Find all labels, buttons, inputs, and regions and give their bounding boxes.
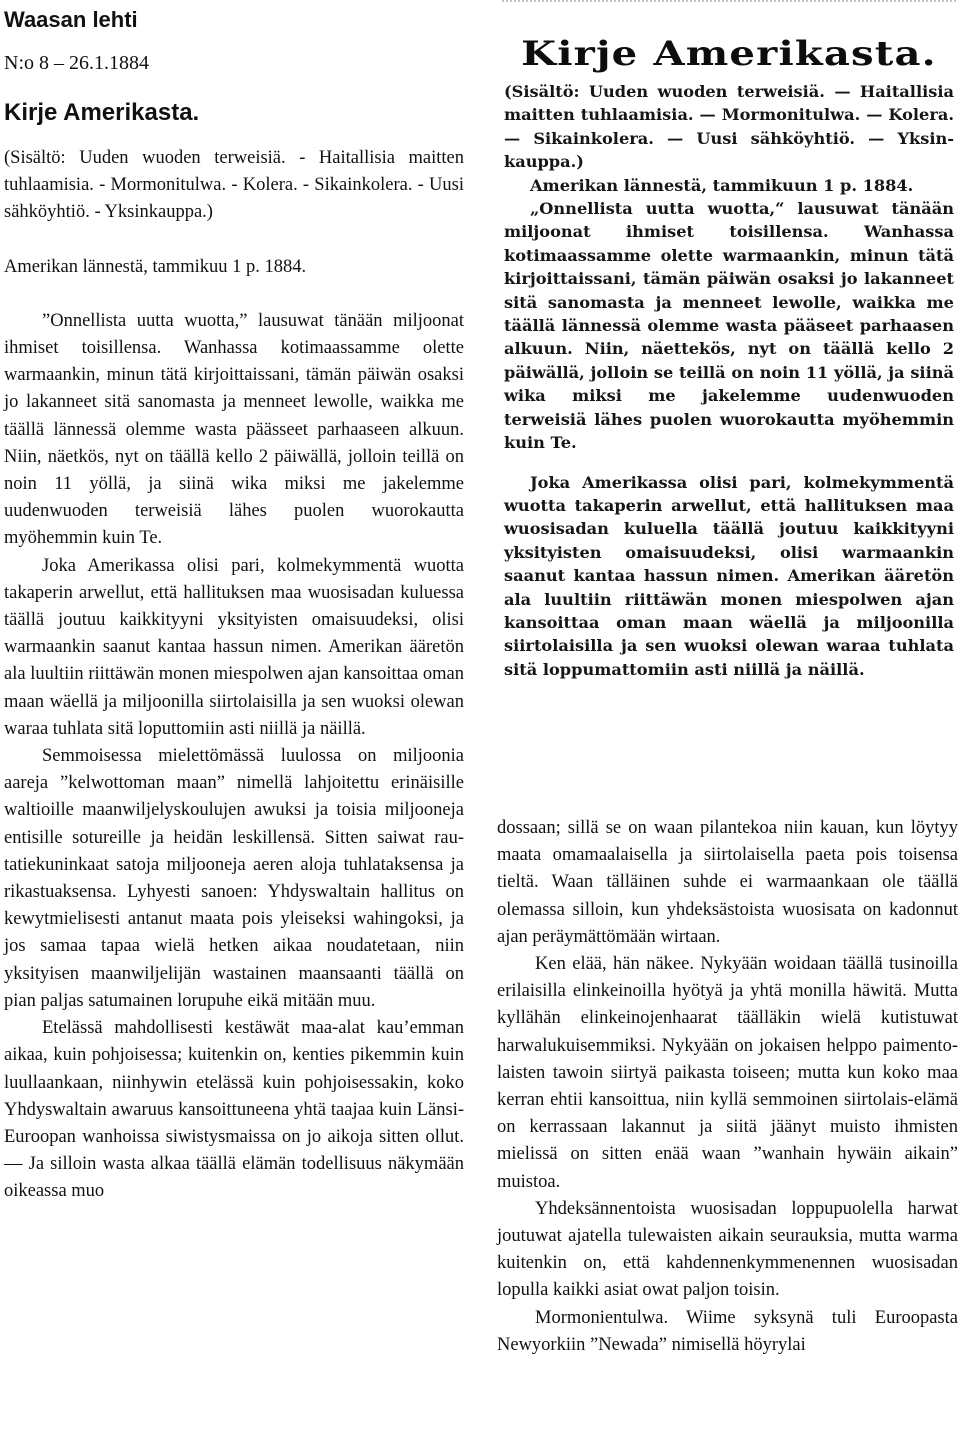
paragraph: Yhdeksännentoista wuosisadan loppupuolella harwat joutuwat ajatella tulewaisten aikain seurauksia, mutta warma kuitenkin on, että kahdennenkymmenennen wuosisadan lopulla kaikki asiat owat paljon toisin.	[497, 1198, 958, 1301]
left-text-column	[4, 145, 464, 1206]
paragraph: Etelässä mahdollisesti kestäwät maa-alat kau’emman aikaa, kuin pohjoisessa; kuitenkin on, kenties pikemmin kuin luullaankaan, niinhywin etelässä kuin pohjoisessakin, koko Yhdyswaltain awaruus kansoittuneena yhtä taajaa kuin Länsi-Euroopan wanhoissa siwistysmaissa on jo aikoja sitten ollut. — Ja silloin wasta alkaa täällä elämän todellisuus näkymään oikeassa muo	[4, 1018, 464, 1202]
paragraph: Ken elää, hän näkee. Nykyään woidaan täällä tusinoilla erilaisilla elinkeinoilla hyötyä ja yhtä monilla häwitä. Mutta kyllähän elinkeinojenhaarat täälläkin wielä kutistuwat harwalukuisemmiksi. Nykyään on jokaisen helppo paimentolaisten tawoin siirtyä paikasta toiseen; mutta kun koko maa kerran ehtii kansoittua, niin kyllä semmoinen siirtolais-elämä on kerrassaan lakannut ja siitä jäänyt muisto ihmisten mielissä on sitten enää waan ”wanhain hywäin aikain” muistoa.	[497, 954, 958, 1192]
scan-paragraph: „Onnellista uutta wuotta,“ lausuwat tänään miljoonat ihmiset toisillensa. Wanhassa kotimaassamme olette warmaankin, minun tätä kirjoittaissani, tämän päiwän osaksi jo lakanneet sitä sanomasta ja menneet lewolle, waikka me täällä lännessä olemme wasta pääseet parhaasen alkuun. Niin, näettekös, nyt on täällä kello 2 päiwällä, jolloin se teillä on noin 11 yöllä, ja siinä wika miksi me jakelemme uudenwuoden terweisiä lähes puolen wuorokautta myöhemmin kuin Te.	[504, 199, 954, 453]
paragraph: Semmoisessa mielettömässä luulossa on miljoonia aareja ”kelwottoman maan” nimellä lahjoitettu erinäisille waltioille maanwiljelyskoulujen awuksi ja toisia miljooneja entisille sotureille ja heidän leskillensä. Sitten saiwat rautatiekuninkaat satoja miljooneja aeren aloja tuhlataksensa ja rikastuaksensa. Lyhyesti sanoen: Yhdyswaltain hallitus on kewytmielisesti antanut maata pois yleiseksi wahingoksi, ja jos samaa tapaa wielä hetken aikaa noudatetaan, niin yksityisen maanwiljelijän wastainen maansaanti täällä on pian paljas satumainen lorupuhe eikä mitään muu.	[4, 746, 464, 1011]
newspaper-title: Waasan lehti	[4, 7, 138, 32]
paragraph: Joka Amerikassa olisi pari, kolmekymmentä wuotta takaperin arwellut, että hallituksen maa wuosisadan kuluessa täällä joutuu kaikkityyni yksityisten omaisuudeksi, olisi warmaankin saanut kantaa hassun nimen. Amerikan ääretön ala luultiin riittäwän monen miespolwen ajan kansoittaa oman maan wäellä ja miljoonilla siirtolaisilla ja sen wuoksi olewan waraa tuhlata sitä loputtomiin asti niillä ja näillä.	[4, 555, 464, 739]
dateline: Amerikan lännestä, tammikuu 1 p. 1884.	[4, 256, 307, 277]
paragraph: Mormonientulwa. Wiime syksynä tuli Euroopasta Newyorkiin ”Newada” nimisellä höyrylai	[497, 1307, 958, 1355]
paragraph: ”Onnellista uutta wuotta,” lausuwat tänään miljoonat ihmiset toisillensa. Wanhassa kotimaassamme olette warmaankin, minun tätä kirjoittaissani, tämän päiwän osaksi jo lakanneet sitä sanomasta ja menneet lewolle, waikka me täällä lännessä olemme wasta päässeet parhaaseen alkuun. Niin, näetkös, nyt on täällä kello 2 päiwällä, jolloin teillä on noin 11 yöllä, ja siinä wika miksi me jakelemme uudenwuoden terweisiä lähes puolen wuorokautta myöhemmin kuin Te.	[4, 310, 464, 549]
scanned-newspaper-clipping	[498, 0, 960, 722]
scan-paragraph: Amerikan lännestä, tammikuun 1 p. 1884.	[530, 175, 914, 195]
scan-paragraph: Joka Amerikassa olisi pari, kolmekymmentä wuotta takaperin arwellut, että hallituksen maa wuosisadan kuluella täällä joutuu kaikkityyni yksityisten omaisuudeksi, olisi warmaankin saanut kantaa hassun nimen. Amerikan ääretön ala luultiin riittäwän monen miespolwen ajan kansoittaa oman maan wäellä ja miljoonilla siirtolaisilla ja sen wuoksi olewan waraa tuhlata sitä loppumattomiin asti niillä ja näillä.	[504, 472, 954, 679]
issue-line: N:o 8 – 26.1.1884	[4, 52, 149, 74]
contents-summary: (Sisältö: Uuden wuoden terweisiä. - Haitallisia maitten tuhlaamisia. - Mormonitulwa. - Kolera. - Sikainkolera. - Uusi sähköyhtiö. - Yksinkauppa.)	[4, 148, 464, 223]
right-text-column	[497, 815, 958, 1359]
scan-paragraph: (Sisältö: Uuden wuoden terweisiä. — Haitallisia maitten tuhlaamisia. — Mormonitulwa. — Kolera. — Sikainkolera. — Uusi sähköyhtiö. — Yksinkauppa.)	[504, 82, 954, 172]
paragraph: dossaan; sillä se on waan pilantekoa niin kauan, kun löytyy maata omamaalaisella ja siirtolaisella paeta pois toisensa tieltä. Waan tälläinen suhde ei warmaankaan ole täällä olemassa silloin, kun yhdeksästoista wuosisata on kadonnut ajan peräymättömään wirtaan.	[497, 818, 958, 947]
scan-title: Kirje Amerikasta.	[521, 34, 937, 74]
scan-cut-edge	[502, 0, 956, 12]
article-title: Kirje Amerikasta.	[4, 99, 200, 126]
